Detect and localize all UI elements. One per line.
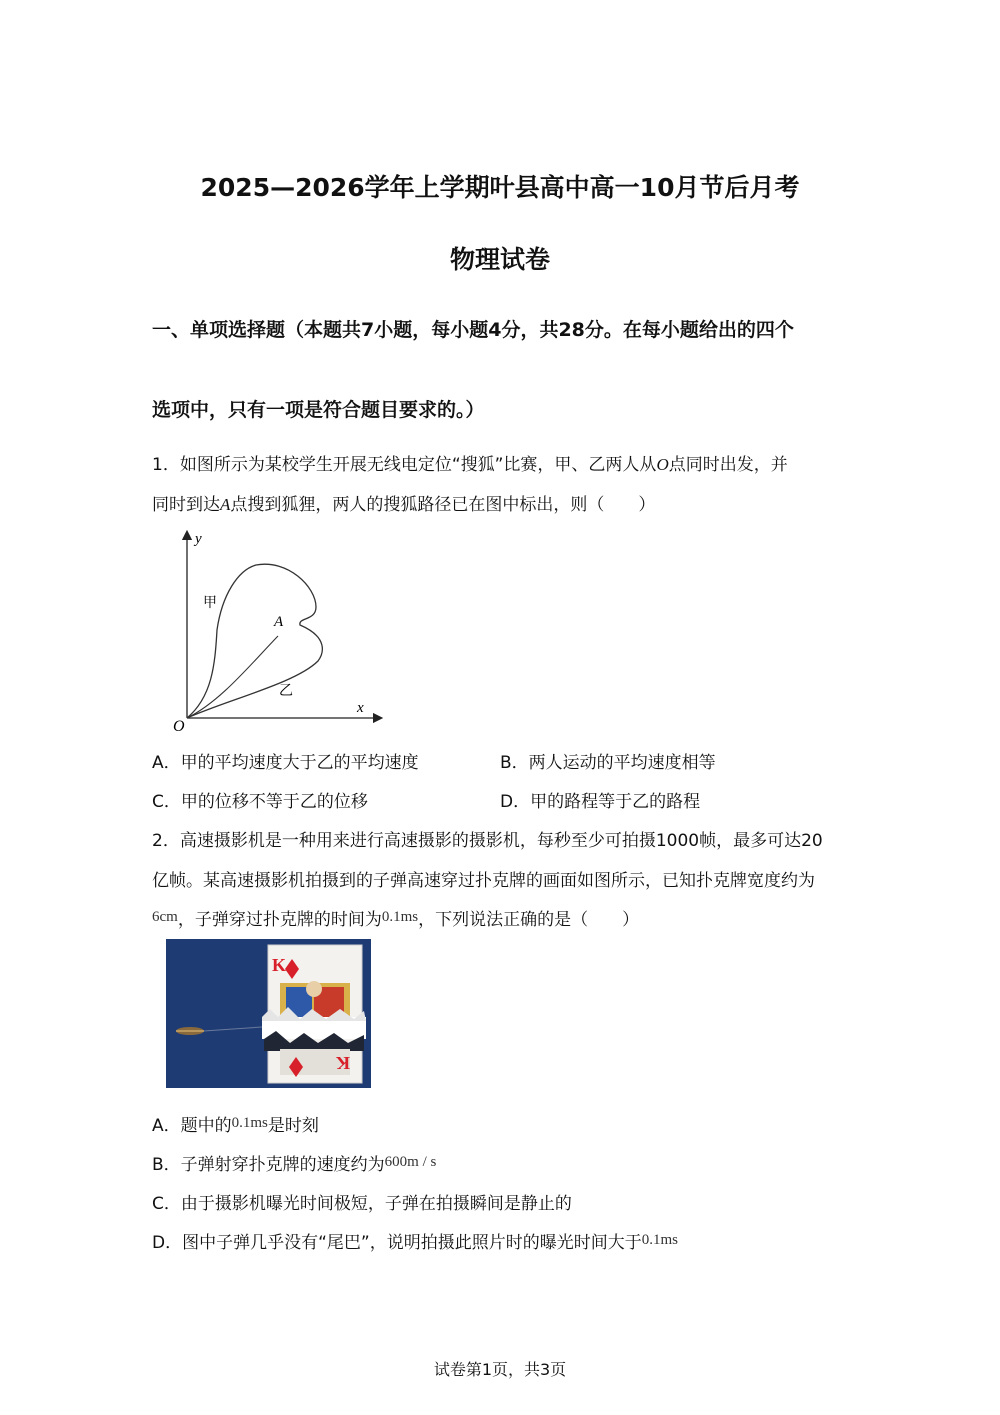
q1-option-d: D．甲的路程等于乙的路程 bbox=[500, 792, 701, 812]
q1-var-o: O bbox=[656, 455, 669, 474]
q2-stem-line3 bbox=[152, 905, 639, 930]
path-yi-label: 乙 bbox=[279, 683, 293, 699]
q1-text: 1．如图所示为某校学生开展无线电定位“搜狐”比赛，甲、乙两人从 bbox=[152, 455, 657, 475]
exam-title: 2025—2026学年上学期叶县高中高一10月节后月考 bbox=[200, 173, 800, 202]
q2-option-b-text: B．子弹射穿扑克牌的速度约为 bbox=[152, 1155, 385, 1175]
card-rank-bottom: K bbox=[335, 1053, 350, 1073]
q2-option-c: C．由于摄影机曝光时间极短，子弹在拍摄瞬间是静止的 bbox=[152, 1194, 572, 1214]
path-curves bbox=[187, 564, 322, 718]
q1-text: 点搜到狐狸，两人的搜狐路径已在图中标出，则（ ） bbox=[230, 495, 656, 515]
q2-text: ，下列说法正确的是（ ） bbox=[418, 910, 640, 930]
card-rank-top: K bbox=[272, 955, 287, 975]
q1-option-a: A．甲的平均速度大于乙的平均速度 bbox=[152, 753, 419, 773]
q2-time: 0.1ms bbox=[381, 909, 419, 925]
q1-stem-line2 bbox=[152, 490, 655, 515]
page-footer: 试卷第1页，共3页 bbox=[433, 1360, 567, 1379]
q1-var-a: A bbox=[220, 495, 231, 514]
q1-path-diagram bbox=[160, 525, 400, 740]
path-jia-lower bbox=[187, 636, 278, 718]
q2-option-d-text: D．图中子弹几乎没有“尾巴”，说明拍摄此照片时的曝光时间大于 bbox=[152, 1233, 642, 1253]
y-axis-label: y bbox=[195, 531, 202, 547]
q2-option-d-math: 0.1ms bbox=[641, 1232, 678, 1248]
q2-option-b-math: 600m / s bbox=[384, 1154, 437, 1170]
q1-option-b: B．两人运动的平均速度相等 bbox=[500, 753, 716, 773]
bullet-card-photo bbox=[166, 939, 371, 1088]
path-jia-label: 甲 bbox=[203, 595, 217, 611]
q1-text: 同时到达 bbox=[152, 495, 220, 515]
q2-option-d bbox=[152, 1228, 678, 1253]
section-heading-line1: 一、单项选择题（本题共7小题，每小题4分，共28分。在每小题给出的四个 bbox=[152, 319, 794, 341]
q2-option-a-tail: 是时刻 bbox=[267, 1116, 319, 1136]
x-axis-label: x bbox=[357, 700, 364, 716]
q2-card-width: 6cm bbox=[152, 909, 178, 925]
q2-stem-line2: 亿帧。某高速摄影机拍摄到的子弹高速穿过扑克牌的画面如图所示，已知扑克牌宽度约为 bbox=[152, 871, 815, 891]
q2-option-a-text: A．题中的 bbox=[152, 1116, 232, 1136]
q2-stem-line1: 2．高速摄影机是一种用来进行高速摄影的摄影机，每秒至少可拍摄1000帧，最多可达20 bbox=[152, 831, 823, 851]
q2-option-b bbox=[152, 1150, 436, 1175]
origin-label: O bbox=[173, 718, 185, 735]
section-heading-line2: 选项中，只有一项是符合题目要求的。） bbox=[152, 399, 485, 421]
point-a-label: A bbox=[274, 614, 284, 630]
q1-text: 点同时出发，并 bbox=[668, 455, 788, 475]
photo-illustration bbox=[166, 939, 371, 1088]
q1-stem-line1 bbox=[152, 450, 788, 475]
q2-text: ，子弹穿过扑克牌的时间为 bbox=[177, 910, 382, 930]
q2-option-a-math: 0.1ms bbox=[231, 1115, 268, 1131]
exam-subject: 物理试卷 bbox=[449, 245, 550, 274]
q1-option-c: C．甲的位移不等于乙的位移 bbox=[152, 792, 368, 812]
q2-option-a bbox=[152, 1111, 319, 1136]
